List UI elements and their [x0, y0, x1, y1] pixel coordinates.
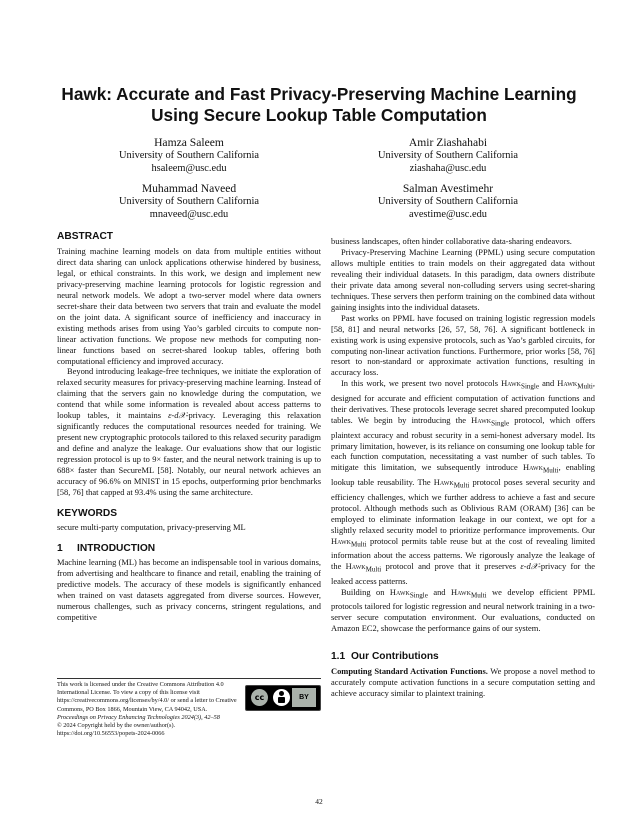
keywords-text: secure multi-party computation, privacy-preserving ML	[57, 521, 246, 532]
text-run: and	[539, 378, 558, 389]
subsection-title: Our Contributions	[351, 651, 439, 663]
author-name: Salman Avestimehr	[402, 182, 494, 195]
intro-paragraph: Machine learning (ML) has become an indispensable tool in various domains, from advertising and healthcare to finance and retail, enabling the training of predictive models. The accuracy of these models is significantly enhanced when trained on vast datasets aggregated from diverse sources. However, numerous challenges, such as privacy concerns, stringent regulations, and competitive	[57, 556, 321, 622]
section-number: 1	[57, 542, 63, 554]
text-run: protocol and prove that it preserves	[381, 561, 521, 572]
cc-by-license-logo	[245, 685, 321, 711]
author-affiliation: University of Southern California	[378, 196, 518, 207]
footnote-rule	[57, 678, 321, 679]
protocol-subscript: Multi	[470, 591, 487, 600]
abstract-paragraph: Training machine learning models on data from multiple entities without direct data sharing can unlock applications otherwise hindered by business, legal, or ethical constraints. In this work, we design and implement new privacy-preserving machine learning protocols for logistic regression and neural network models. We adopt a two-server model where data owners secret-share their data between two servers that train and evaluate the model on the joint data. A significant source of inefficiency and inaccuracy in existing methods arises from using Yao’s garbled circuits to compute non-linear activation functions. We propose new methods for computing non-linear functions based on secret-shared lookup tables, offering both computational efficiency and improved accuracy.	[57, 246, 321, 366]
person-icon	[272, 688, 291, 707]
author-name: Amir Ziashahabi	[408, 136, 488, 149]
body-paragraph: Past works on PPML have focused on training logistic regression models [58, 81] and neural networks [26, 57, 58, 76]. A significant bottleneck in existing work is using expensive protocols, such as Yao’s garbled circuits, for computing non-linear activation functions. Furthermore, prior works [58, 76] resort to non-standard or approximate activation functions, resulting in accuracy loss.	[331, 312, 595, 378]
section-heading-introduction	[57, 542, 321, 555]
text-run: Beyond introducing leakage-free techniques, we initiate the exploration of relaxed security measures for privacy-preserving machine learning. Instead of claiming that the servers gain no knowledge during the computation, we contend that while some information is revealed about access patterns to lookup tables, it maintains	[57, 366, 321, 421]
author-block	[59, 182, 319, 221]
author-email[interactable]: hsaleem@usc.edu	[151, 162, 227, 174]
author-affiliation: University of Southern California	[119, 150, 259, 161]
text-run: we develop efficient PPML protocols tailored for logistic regression and neural network training in a two-server secure computation environment. Our evaluations, conducted on Amazon EC2, showcase the performance gains of our system.	[331, 586, 595, 634]
protocol-name: Hawk	[501, 378, 522, 389]
right-column	[331, 236, 595, 699]
protocol-name: Hawk	[389, 586, 410, 597]
author-email[interactable]: avestime@usc.edu	[409, 208, 487, 220]
text-run: , enabling lookup table reusability. The	[331, 462, 595, 488]
text-run: -privacy for the leaked access patterns.	[331, 561, 595, 586]
protocol-subscript: Multi	[577, 383, 593, 392]
abstract-heading: ABSTRACT	[57, 231, 114, 242]
proceedings-citation: Proceedings on Privacy Enhancing Technologies 2024(3), 42–58	[57, 713, 220, 721]
body-paragraph: Privacy-Preserving Machine Learning (PPML) using secure computation allows multiple entities to train models on their aggregated data without revealing their individual datasets. In this paradigm, data owners distribute their private data among several non-colluding servers using secret-sharing techniques. These servers then perform training on the combined data without gaining insights into the individual datasets.	[331, 246, 595, 312]
text-run: We propose a novel method to accurately compute activation functions in a secure computation setting and achieve accuracy similar to plaintext training.	[331, 666, 595, 699]
protocol-subscript: Multi	[350, 540, 367, 549]
author-name: Muhammad Naveed	[141, 182, 237, 195]
paper-title: Hawk: Accurate and Fast Privacy-Preserving Machine Learning Using Secure Lookup Table Computation	[61, 84, 577, 125]
body-paragraph	[331, 666, 595, 699]
text-run: protocol permits table reuse but at the cost of revealing limited information about the access patterns. We rigorously analyze the leakage of the	[331, 535, 595, 572]
protocol-subscript: Single	[521, 383, 540, 392]
protocol-name: Hawk	[522, 462, 543, 473]
author-email[interactable]: mnaveed@usc.edu	[149, 208, 229, 220]
doi-link[interactable]: https://doi.org/10.56553/popets-2024-0066	[57, 730, 165, 738]
text-run: protocol, which offers plaintext accuracy and robust security in a semi-honest adversary model. Its primary limitation, however, is its reliance on consuming one lookup table for each function computation, necessitating a vast number of such tables. To mitigate this limitation, we subsequently introduce	[331, 414, 596, 473]
math-epsilon-dx: ε-d𝒳	[168, 410, 186, 421]
protocol-subscript: Multi	[542, 467, 559, 476]
protocol-name: Hawk	[433, 477, 454, 488]
text-run: protocol poses several security and efficiency challenges, which we further address to achieve a fast and secure protocol. Although methods such as Oblivious RAM (ORAM) [36] can be employed to eliminate information leakage in our context, we opt for a slightly relaxed security model to prioritize performance improvements. Our	[331, 477, 595, 535]
body-paragraph: business landscapes, often hinder collaborative data-sharing endeavors.	[331, 236, 572, 246]
copyright-text: © 2024 Copyright held by the owner/author(s).	[57, 722, 176, 730]
author-affiliation: University of Southern California	[378, 150, 518, 161]
text-run: Building on	[341, 586, 390, 597]
author-block	[318, 136, 578, 175]
text-run: and	[427, 586, 451, 597]
text-run: -privacy. Leveraging this relaxation significantly reduces the computational resources needed for training. We present new cryptographic protocols tailored to this relaxed security paradigm and define and analyze the leakage. Our evaluations show that our logistic regression protocol is up to 9× faster, and the neural network training is up to 688× faster than SecureML [58]. Notably, our neural network achieves an accuracy of 96.6% on MNIST in 15 epochs, outperforming prior benchmarks [58, 76] that capped at 93.4% using the same architecture.	[57, 410, 321, 497]
subsection-heading-contributions	[331, 650, 595, 663]
protocol-name: Hawk	[557, 378, 578, 389]
abstract-paragraph	[57, 366, 321, 497]
protocol-subscript: Single	[409, 591, 428, 600]
protocol-name: Hawk	[471, 414, 492, 425]
left-column	[57, 230, 321, 623]
page-number: 42	[315, 797, 323, 806]
keywords-heading: KEYWORDS	[57, 507, 117, 519]
text-run: , designed for accurate and efficient computation of activation functions and their derivatives. These protocols leverage secret shared precomputed lookup tables. We begin by introducing the	[331, 378, 595, 425]
paragraph-lead: Computing Standard Activation Functions.	[331, 666, 488, 677]
math-epsilon-dx: ε-d𝒳	[520, 561, 539, 572]
author-block	[318, 182, 578, 221]
protocol-subscript: Single	[491, 419, 510, 428]
body-paragraph	[331, 587, 595, 635]
author-affiliation: University of Southern California	[119, 196, 259, 207]
protocol-subscript: Multi	[365, 565, 382, 574]
author-block	[59, 136, 319, 175]
license-text: This work is licensed under the Creative Commons Attribution 4.0 International License. To view a copy of this license visit https://creativecommons.org/licenses/by/4.0/ or send a letter to Creative Commons, PO Box 1866, Mountain View, CA 94042, USA.	[57, 681, 237, 713]
subsection-number: 1.1	[331, 651, 346, 663]
protocol-subscript: Multi	[453, 481, 470, 490]
author-name: Hamza Saleem	[154, 136, 224, 149]
protocol-name: Hawk	[331, 535, 351, 546]
text-run: In this work, we present two novel protocols	[341, 378, 502, 389]
section-title: INTRODUCTION	[77, 542, 156, 554]
cc-icon: cc	[250, 688, 269, 707]
license-footnote	[57, 681, 321, 738]
by-badge: BY	[292, 688, 316, 707]
body-paragraph	[331, 378, 595, 586]
protocol-name: Hawk	[450, 586, 471, 597]
protocol-name: Hawk	[345, 561, 366, 572]
author-email[interactable]: ziashaha@usc.edu	[409, 162, 487, 174]
